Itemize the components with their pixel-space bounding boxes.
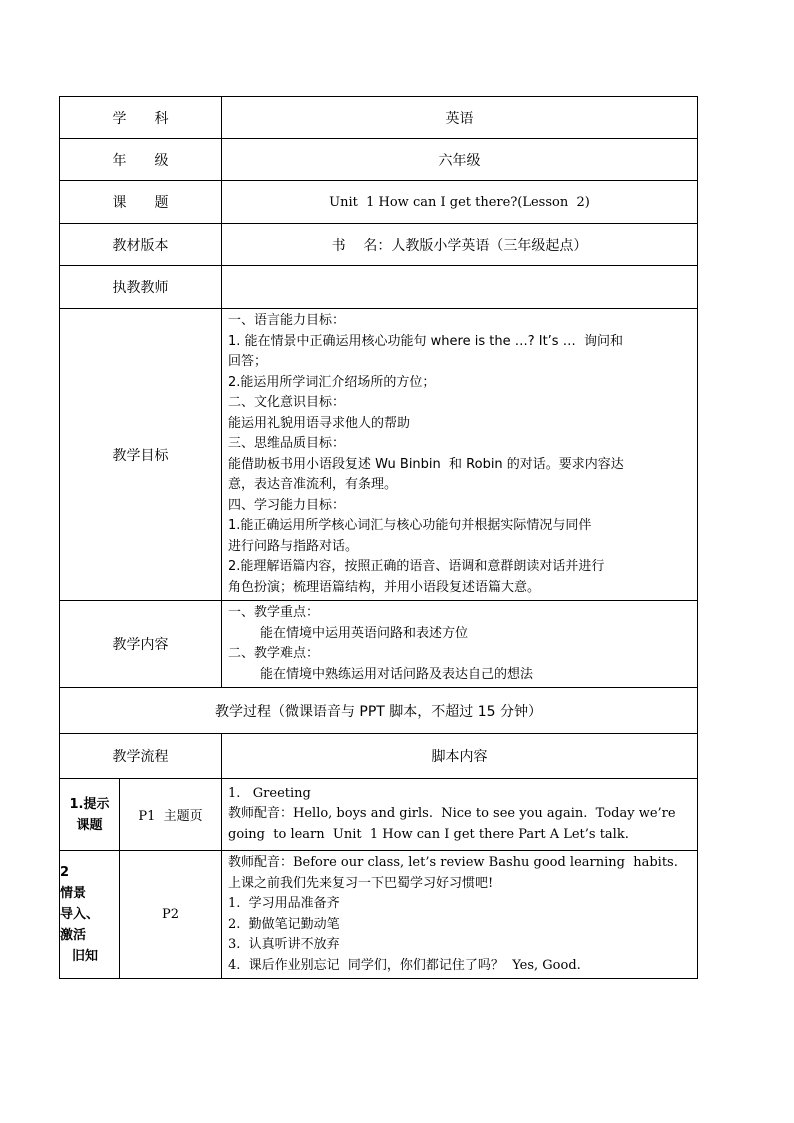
topic-value: Unit 1 How can I get there?(Lesson 2) [222,181,698,224]
objective-line: 能借助板书用小语段复述 Wu Binbin 和 Robin 的对话。要求内容达 [228,456,624,472]
script-line: 2. 勤做笔记勤动笔 [228,916,340,932]
flow-header-right: 脚本内容 [222,734,698,779]
content-body [222,601,698,688]
objective-line: 2.能理解语篇内容，按照正确的语音、语调和意群朗读对话并进行 [228,559,605,574]
objective-line: 四、学习能力目标： [228,497,346,513]
step1-lines [222,782,697,848]
topic-label: 课 题 [60,181,222,224]
script-line: 3. 认真听讲不放弃 [228,937,340,952]
content-key-points-text: 能在情境中运用英语问路和表述方位 [260,625,469,641]
row-teacher [60,266,698,309]
content-label: 教学内容 [60,601,222,688]
objectives-lines [222,309,697,600]
row-content [60,601,698,688]
objective-line: 回答； [228,354,268,369]
row-step1 [60,779,698,851]
row-flow-header [60,734,698,779]
flow-header-left: 教学流程 [60,734,222,779]
process-header: 教学过程（微课语音与 PPT 脚本，不超过 15 分钟） [60,688,698,734]
script-line: 1. 学习用品准备齐 [228,896,340,911]
step1-script [222,779,698,851]
step2-title: 2 情景 导入、 激活 旧知 [60,851,120,979]
objective-line: 1. 能在情景中正确运用核心功能句 where is the …? It’s … 询问和 [228,333,623,349]
content-key-points-heading: 一、教学重点： [228,605,320,620]
row-objectives [60,309,698,601]
step1-title: 1.提示 课题 [60,779,120,851]
lesson-plan-table [59,96,698,979]
grade-value: 六年级 [222,139,698,181]
objective-line: 一、语言能力目标： [228,313,346,328]
objective-line: 2.能运用所学词汇介绍场所的方位； [228,374,436,390]
row-subject [60,97,698,139]
grade-label: 年 级 [60,139,222,181]
step2-page: P2 [120,851,222,979]
objective-line: 能运用礼貌用语寻求他人的帮助 [228,415,411,431]
subject-label: 学 科 [60,97,222,139]
objective-line: 角色扮演；梳理语篇结构，并用小语段复述语篇大意。 [228,579,541,595]
content-difficulty-text: 能在情境中熟练运用对话问路及表达自己的想法 [260,666,534,682]
row-step2 [60,851,698,979]
objective-line: 二、文化意识目标： [228,395,346,410]
objective-line: 意，表达音准流利，有条理。 [228,477,398,492]
objective-line: 三、思维品质目标： [228,436,346,451]
teacher-label: 执教教师 [60,266,222,309]
teacher-value [222,266,698,309]
subject-value: 英语 [222,97,698,139]
script-line: 教师配音：Before our class, let’s review Bashu good learning habits. [228,855,678,870]
edition-value: 书 名：人教版小学英语（三年级起点） [222,224,698,266]
edition-label: 教材版本 [60,224,222,266]
script-line: 4. 课后作业别忘记 同学们，你们都记住了吗？ Yes, Good. [228,957,581,973]
objectives-label: 教学目标 [60,309,222,601]
row-grade [60,139,698,181]
objective-line: 进行问路与指路对话。 [228,538,359,554]
content-difficulty-heading: 二、教学难点： [228,646,320,661]
step2-lines [222,851,697,978]
script-line: 1. Greeting [228,785,311,801]
objective-line: 1.能正确运用所学核心词汇与核心功能句并根据实际情况与同伴 [228,518,592,533]
row-process-header [60,688,698,734]
row-edition [60,224,698,266]
row-topic [60,181,698,224]
script-line: 教师配音：Hello, boys and girls. Nice to see you again. Today we’re [228,806,676,822]
script-line: going to learn Unit 1 How can I get there Part A Let’s talk. [228,826,629,842]
step2-script [222,851,698,979]
objectives-content [222,309,698,601]
script-line: 上课之前我们先来复习一下巴蜀学习好习惯吧! [228,875,494,891]
step1-page: P1 主题页 [120,779,222,851]
